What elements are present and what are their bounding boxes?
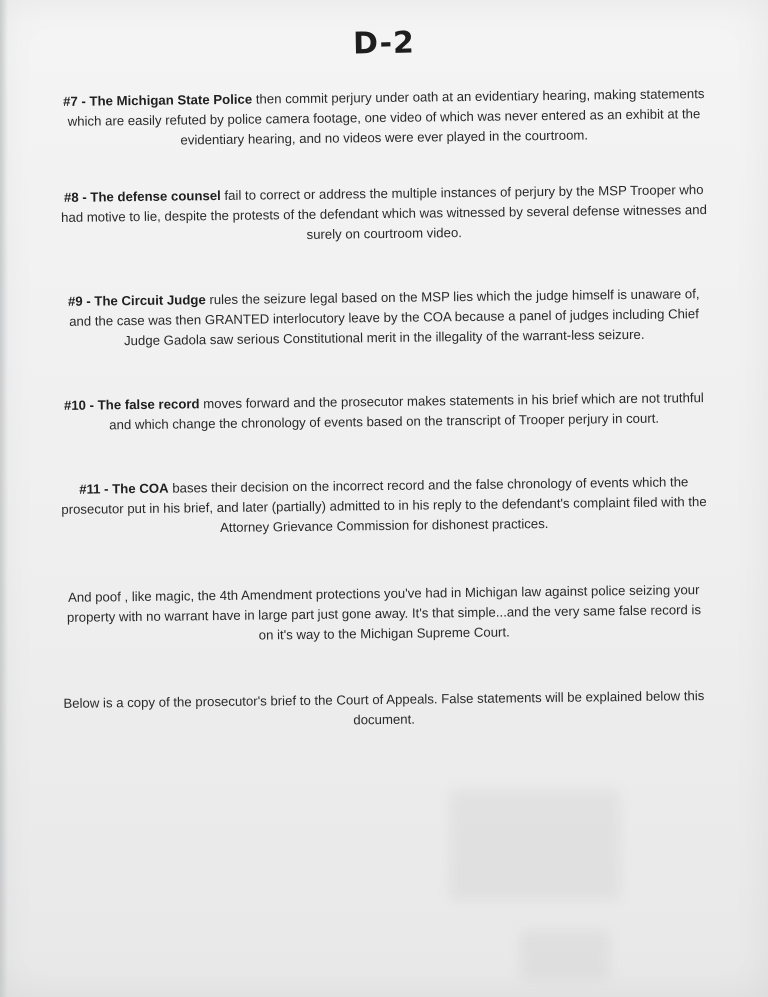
paragraph-number: #9 - bbox=[67, 293, 91, 309]
paragraph-text: bases their decision on the incorrect record and the false chronology of events which the prosecutor put in his brief, and later (partially) admitted to in his reply to the defendant's complaint filed with the Attorney Grievance Commission for dishonest practices. bbox=[61, 474, 707, 536]
paragraph-number: #7 - bbox=[62, 93, 86, 109]
paragraph-subject: The COA bbox=[112, 480, 169, 497]
paragraph-number: #8 - bbox=[63, 189, 87, 205]
footer-note: Below is a copy of the prosecutor's brief to the Court of Appeals. False statements will be explained below this document. bbox=[63, 688, 705, 728]
closing-paragraph: And poof , like magic, the 4th Amendment protections you've had in Michigan law against police seizing your property with no warrant have in large part just gone away. It's that simple...and the very same false record is on it's way to the Michigan Supreme Court. bbox=[66, 582, 702, 643]
paragraph-subject: The Circuit Judge bbox=[94, 292, 206, 309]
paragraph-10 bbox=[60, 388, 708, 436]
paragraph-text: then commit perjury under oath at an evidentiary hearing, making statements which are easily refuted by police camera footage, one video of which was never entered as an exhibit at the evidentiary hearing, and no videos were ever played in the courtroom. bbox=[67, 86, 705, 148]
paragraph-7 bbox=[60, 84, 709, 152]
paragraph-11 bbox=[60, 472, 709, 540]
paragraph-text: rules the seizure legal based on the MSP lies which the judge himself is unaware of, and the case was then GRANTED interlocutory leave by the COA because a panel of judges including Chief Judge Gadola saw serious Constitutional merit in the illegality of the warrant-less seizure. bbox=[69, 286, 700, 349]
paragraph-8 bbox=[60, 180, 709, 248]
page-edge-shadow bbox=[0, 0, 8, 997]
paragraph-subject: The Michigan State Police bbox=[89, 91, 253, 109]
page-heading: D-2 bbox=[352, 25, 416, 62]
paragraph-subject: The false record bbox=[97, 396, 200, 413]
paragraph-text: moves forward and the prosecutor makes statements in his brief which are not truthful and which change the chronology of events based on the transcript of Trooper perjury in court. bbox=[109, 390, 704, 433]
paragraph-text: fail to correct or address the multiple instances of perjury by the MSP Trooper who had motive to lie, despite the protests of the defendant which was witnessed by several defense witnesses and surely on courtroom video. bbox=[61, 182, 707, 242]
paragraph-subject: The defense counsel bbox=[90, 187, 221, 205]
paragraph-number: #10 - bbox=[63, 397, 95, 413]
show-through-smudge bbox=[520, 930, 610, 980]
show-through-smudge bbox=[450, 790, 620, 900]
paragraph-number: #11 - bbox=[79, 481, 109, 497]
paragraph-9 bbox=[60, 284, 709, 352]
